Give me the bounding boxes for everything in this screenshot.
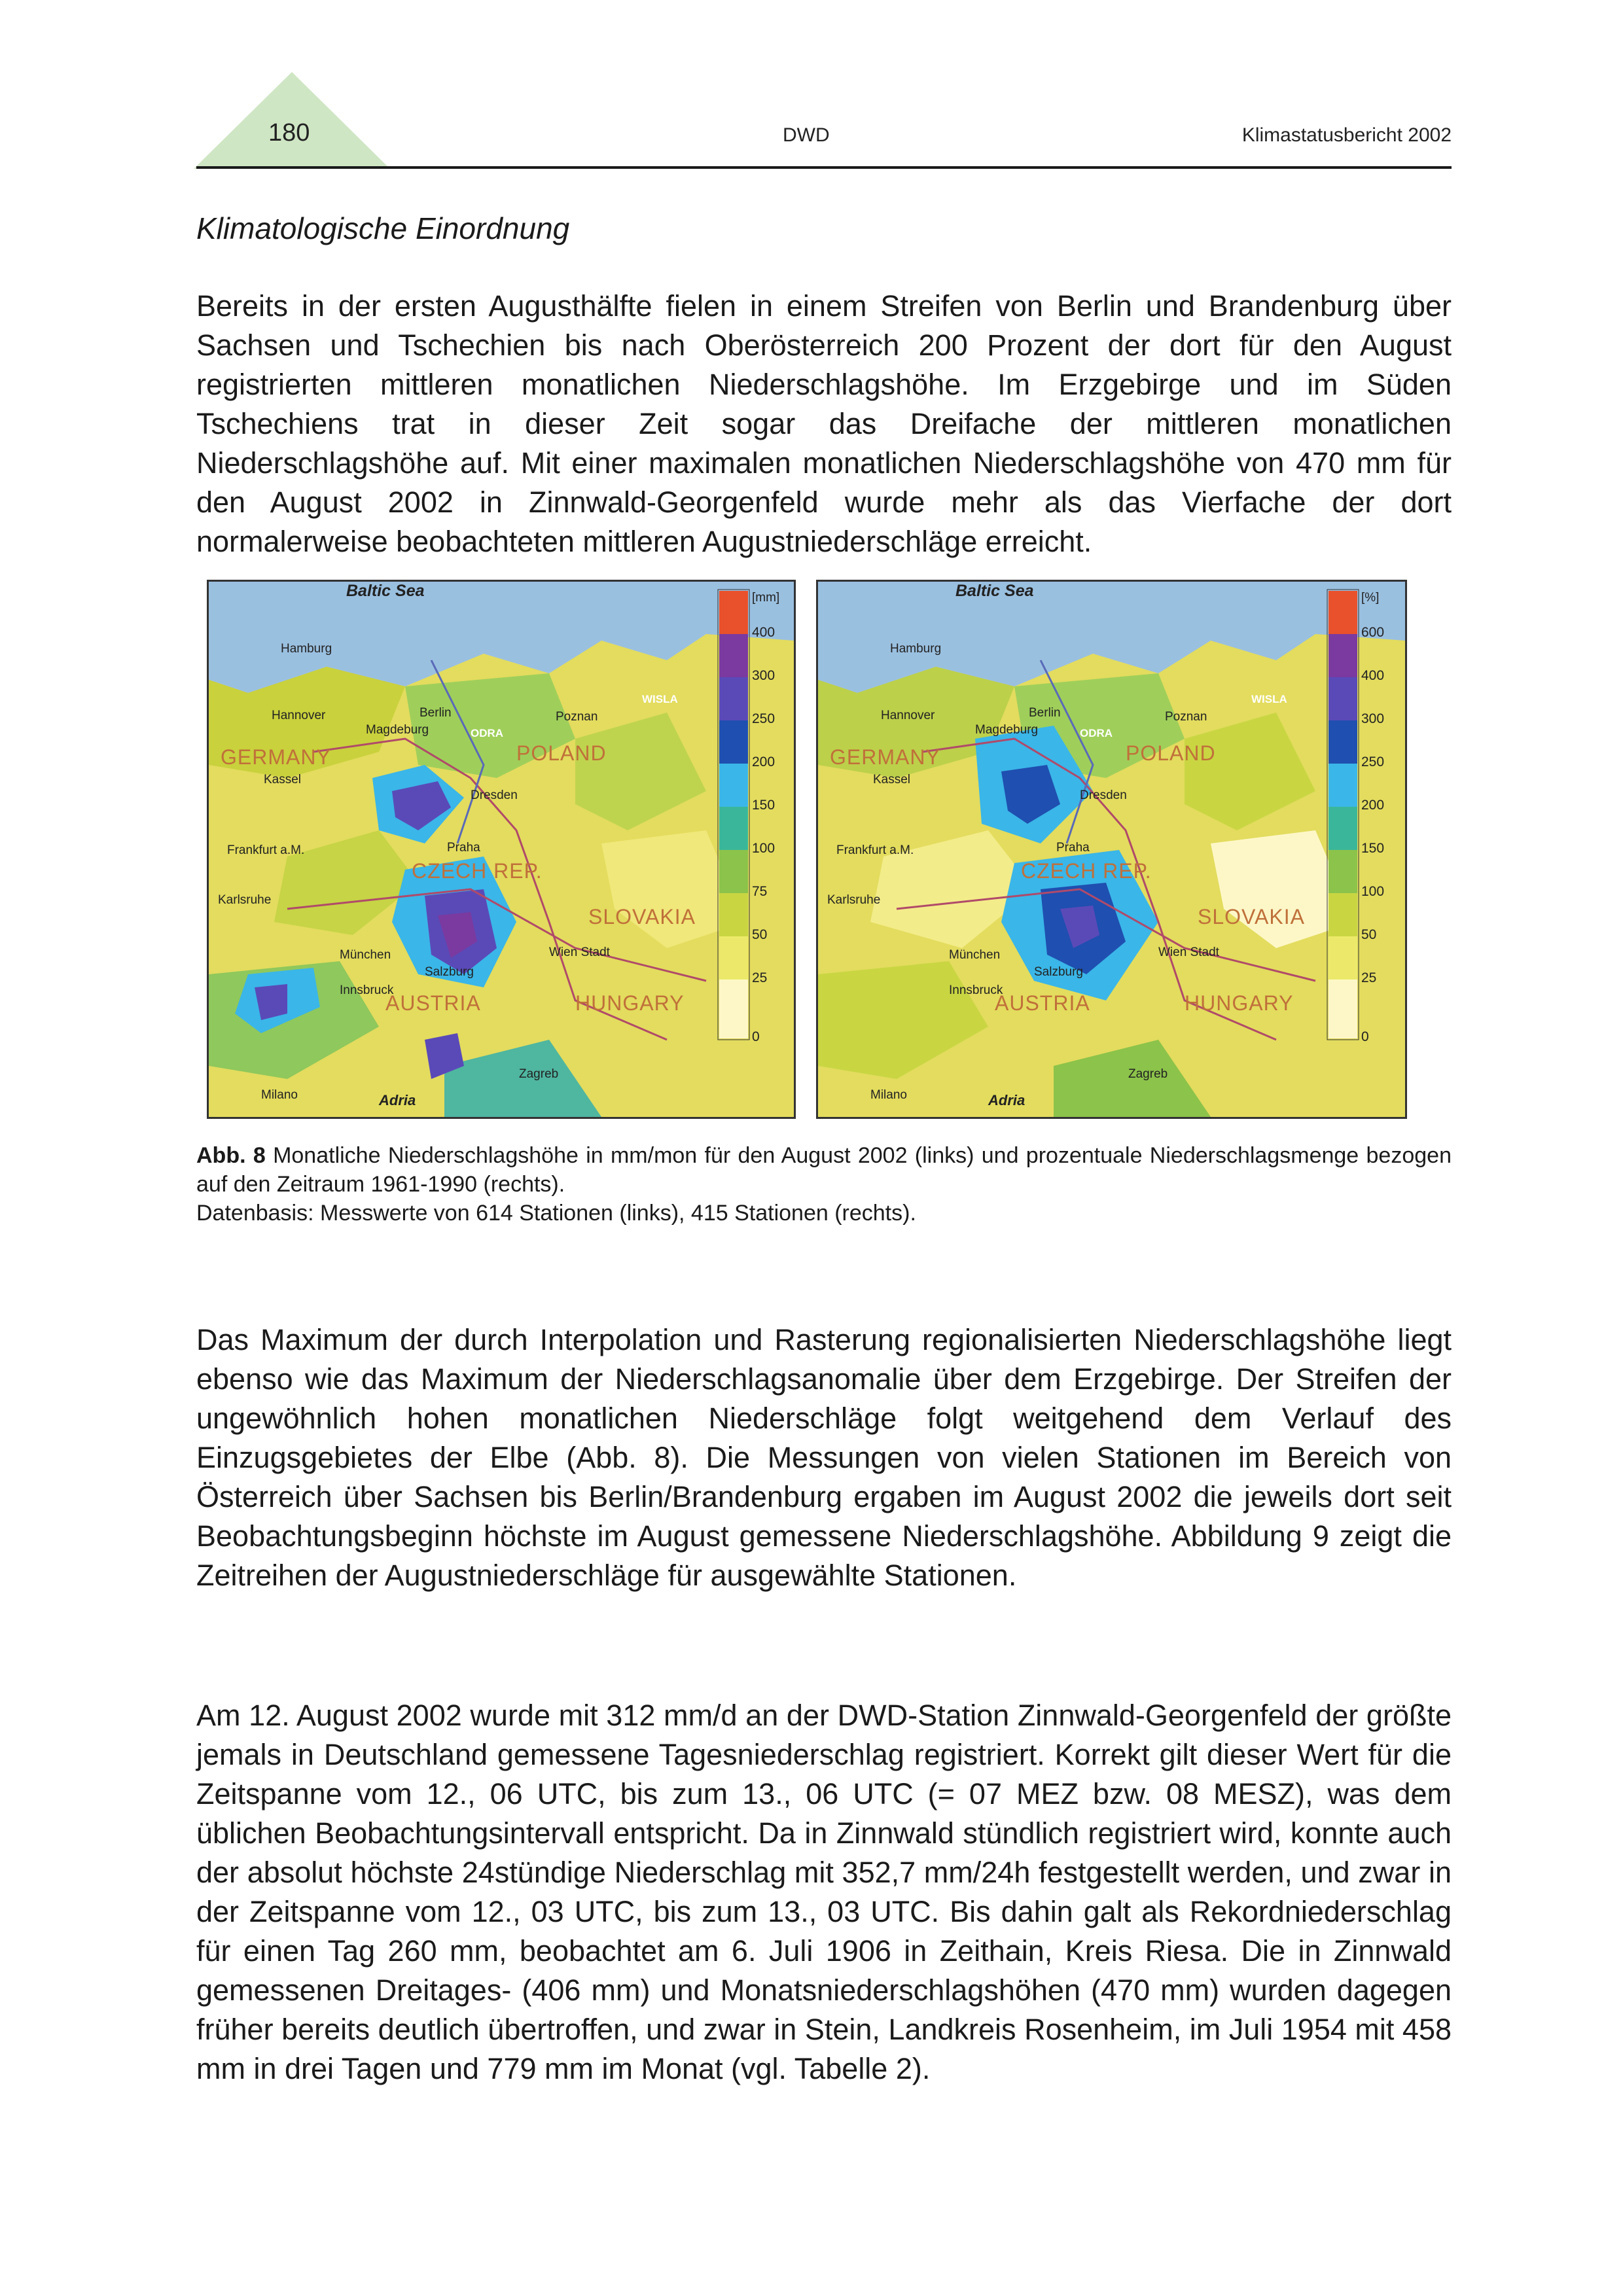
city-label: Kassel bbox=[873, 773, 911, 786]
caption-line-2: Datenbasis: Messwerte von 614 Stationen (links), 415 Stationen (rechts). bbox=[196, 1201, 916, 1226]
precipitation-map-percent bbox=[816, 580, 1407, 1119]
legend-tick: 0 bbox=[752, 1029, 760, 1044]
legend-tick: 150 bbox=[752, 798, 776, 813]
legend-tick: 25 bbox=[752, 970, 768, 985]
city-label: Karlsruhe bbox=[827, 893, 881, 907]
city-label: Praha bbox=[1056, 841, 1090, 855]
sea-label-baltic: Baltic Sea bbox=[955, 582, 1034, 600]
legend-tick: 400 bbox=[1361, 668, 1385, 683]
caption-text: Monatliche Niederschlagshöhe in mm/mon für den August 2002 (links) und prozentuale Niederschlagsmenge bezogen auf den Zeitraum 1961-1990 (rechts). bbox=[196, 1143, 1452, 1197]
city-label: Dresden bbox=[471, 788, 518, 802]
city-label: Dresden bbox=[1080, 788, 1127, 802]
country-label-czech: CZECH REP. bbox=[412, 859, 543, 883]
city-label: Innsbruck bbox=[340, 983, 394, 997]
legend-tick: 150 bbox=[1361, 841, 1385, 856]
legend-tick: 400 bbox=[752, 625, 776, 640]
city-label: Magdeburg bbox=[366, 723, 429, 737]
paragraph-3 bbox=[196, 1696, 1452, 2089]
header-rule bbox=[196, 166, 1452, 169]
country-label-poland: POLAND bbox=[516, 741, 607, 765]
city-label: München bbox=[340, 948, 391, 962]
legend-tick: 75 bbox=[752, 884, 768, 899]
river-label-odra: ODRA bbox=[1080, 727, 1113, 739]
country-label-slovakia: SLOVAKIA bbox=[588, 905, 696, 928]
city-label: Poznan bbox=[556, 710, 598, 724]
country-label-hungary: HUNGARY bbox=[1185, 991, 1294, 1015]
sea-label-adria: Adria bbox=[379, 1092, 416, 1108]
city-label: Frankfurt a.M. bbox=[227, 843, 305, 857]
sea-label-baltic: Baltic Sea bbox=[346, 582, 425, 600]
city-label: Salzburg bbox=[425, 965, 474, 979]
legend-tick: 100 bbox=[1361, 884, 1385, 899]
city-label: Magdeburg bbox=[975, 723, 1039, 737]
legend-tick: 50 bbox=[1361, 927, 1377, 942]
legend-tick: 0 bbox=[1361, 1029, 1369, 1044]
country-label-slovakia: SLOVAKIA bbox=[1198, 905, 1305, 928]
river-label-wisla: WISLA bbox=[1251, 693, 1287, 705]
city-label: Milano bbox=[870, 1088, 907, 1102]
legend-tick: 300 bbox=[1361, 711, 1385, 726]
paragraph-2-text: Das Maximum der durch Interpolation und Rasterung regionalisierten Niederschlagshöhe liegt ebenso wie das Maximum der Niederschlagsanomalie über dem Erzgebirge. Der Streifen der ungewöhnlich hohen monatlichen Niederschläge folgt weitgehend dem Verlauf des Einzugsgebietes der Elbe (Abb. 8). Die Messungen von vielen Stationen im Bereich von Österreich über Sachsen bis Berlin/Brandenburg ergaben im August 2002 die jeweils dort seit Beobachtungsbeginn höchste im August gemessene Niederschlagshöhe. Abbildung 9 zeigt die Zeitreihen der Augustniederschläge für ausgewählte Stationen. bbox=[196, 1323, 1452, 1592]
city-label: Berlin bbox=[1029, 706, 1061, 720]
header-report-title: Klimastatusbericht 2002 bbox=[1241, 124, 1452, 146]
city-label: Praha bbox=[447, 841, 480, 855]
city-label: Berlin bbox=[419, 706, 452, 720]
legend-tick: 250 bbox=[752, 711, 776, 726]
legend-tick: 600 bbox=[1361, 625, 1385, 640]
city-label: Hannover bbox=[272, 709, 326, 722]
city-label: München bbox=[949, 948, 1001, 962]
country-label-hungary: HUNGARY bbox=[575, 991, 685, 1015]
legend-tick: 200 bbox=[1361, 798, 1385, 813]
city-label: Milano bbox=[261, 1088, 298, 1102]
paragraph-1 bbox=[196, 287, 1452, 561]
legend-tick: 100 bbox=[752, 841, 776, 856]
city-label: Zagreb bbox=[519, 1067, 559, 1081]
river-label-odra: ODRA bbox=[471, 727, 504, 739]
page-number: 180 bbox=[268, 119, 310, 147]
city-label: Hamburg bbox=[890, 642, 942, 656]
city-label: Wien Stadt bbox=[549, 945, 610, 959]
legend-bar-right bbox=[1329, 591, 1357, 1038]
country-label-germany: GERMANY bbox=[221, 745, 331, 769]
paragraph-2 bbox=[196, 1320, 1452, 1595]
legend-unit-left: [mm] bbox=[752, 591, 780, 605]
legend-tick: 25 bbox=[1361, 970, 1377, 985]
city-label: Innsbruck bbox=[949, 983, 1003, 997]
city-label: Frankfurt a.M. bbox=[836, 843, 914, 857]
legend-tick: 300 bbox=[752, 668, 776, 683]
figure-caption bbox=[196, 1141, 1452, 1227]
header-publisher: DWD bbox=[783, 124, 830, 146]
legend-tick: 50 bbox=[752, 927, 768, 942]
city-label: Hamburg bbox=[281, 642, 332, 656]
paragraph-3-text: Am 12. August 2002 wurde mit 312 mm/d an der DWD-Station Zinnwald-Georgenfeld der größte jemals in Deutschland gemessene Tagesniederschlag registriert. Korrekt gilt dieser Wert für die Zeitspanne vom 12., 06 UTC, bis zum 13., 06 UTC (= 07 MEZ bzw. 08 MESZ), was dem üblichen Beobachtungsintervall entspricht. Da in Zinnwald stündlich registriert wird, konnte auch der absolut höchste 24stündige Niederschlag mit 352,7 mm/24h festgestellt werden, und zwar in der Zeitspanne vom 12., 03 UTC, bis zum 13., 03 UTC. Bis dahin galt als Rekordniederschlag für einen Tag 260 mm, beobachtet am 6. Juli 1906 in Zeithain, Kreis Riesa. Die in Zinnwald gemessenen Dreitages- (406 mm) und Monatsniederschlagshöhen (470 mm) wurden dagegen früher bereits deutlich übertroffen, und zwar in Stein, Landkreis Rosenheim, im Juli 1954 mit 458 mm in drei Tagen und 779 mm im Monat (vgl. Tabelle 2). bbox=[196, 1699, 1452, 2085]
city-label: Hannover bbox=[881, 709, 935, 722]
legend-tick: 250 bbox=[1361, 754, 1385, 769]
city-label: Zagreb bbox=[1128, 1067, 1168, 1081]
country-label-austria: AUSTRIA bbox=[385, 991, 481, 1015]
city-label: Kassel bbox=[264, 773, 302, 786]
legend-tick: 200 bbox=[752, 754, 776, 769]
paragraph-1-text: Bereits in der ersten Augusthälfte fielen in einem Streifen von Berlin und Brandenburg über Sachsen und Tschechien bis nach Oberösterreich 200 Prozent der dort für den August registrierten mittleren monatlichen Niederschlagshöhe. Im Erzgebirge und im Süden Tschechiens trat in dieser Zeit sogar das Dreifache der mittleren monatlichen Niederschlagshöhe auf. Mit einer maximalen monatlichen Niederschlagshöhe von 470 mm für den August 2002 in Zinnwald-Georgenfeld wurde mehr als das Vierfache der dort normalerweise beobachteten mittleren Augustniederschläge erreicht. bbox=[196, 289, 1452, 558]
caption-lead: Abb. 8 bbox=[196, 1143, 266, 1168]
legend-unit-right: [%] bbox=[1361, 591, 1380, 605]
river-label-wisla: WISLA bbox=[642, 693, 678, 705]
country-label-poland: POLAND bbox=[1126, 741, 1216, 765]
section-title: Klimatologische Einordnung bbox=[196, 211, 570, 245]
country-label-austria: AUSTRIA bbox=[995, 991, 1090, 1015]
precipitation-map-mm bbox=[207, 580, 796, 1119]
country-label-czech: CZECH REP. bbox=[1021, 859, 1152, 883]
country-label-germany: GERMANY bbox=[830, 745, 940, 769]
city-label: Karlsruhe bbox=[218, 893, 272, 907]
city-label: Poznan bbox=[1165, 710, 1207, 724]
city-label: Salzburg bbox=[1034, 965, 1083, 979]
city-label: Wien Stadt bbox=[1158, 945, 1219, 959]
caption-line-1 bbox=[196, 1141, 1452, 1199]
sea-label-adria: Adria bbox=[988, 1092, 1026, 1108]
